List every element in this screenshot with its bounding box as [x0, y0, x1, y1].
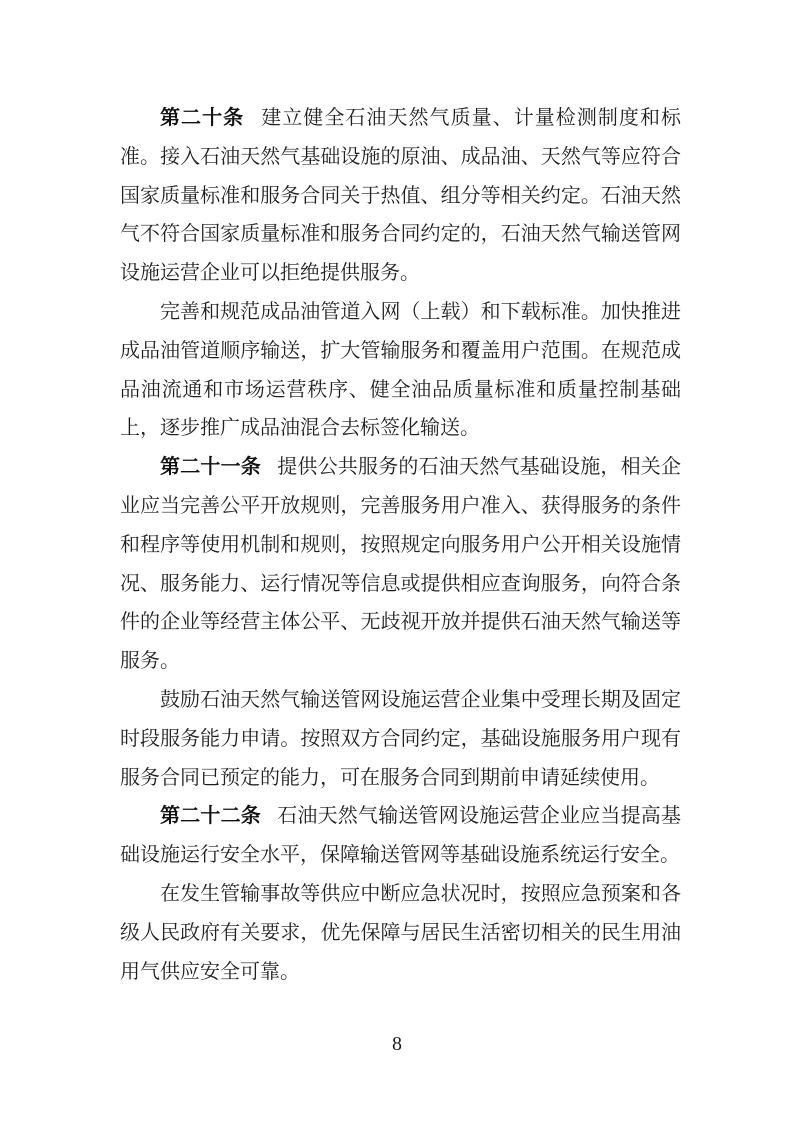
paragraph	[120, 875, 681, 991]
article-number-20: 第二十条	[160, 107, 245, 129]
paragraph-text: 提供公共服务的石油天然气基础设施，相关企业应当完善公平开放规则，完善服务用户准入、获得服务的条件和程序等使用机制和规则，按照规定向服务用户公开相关设施情况、服务能力、运行情况等信息或提供相应查询服务，向符合条件的企业等经营主体公平、无歧视开放并提供石油天然气输送等服务。	[120, 456, 682, 673]
page-number: 8	[392, 1033, 402, 1055]
article-number-22: 第二十二条	[160, 805, 261, 828]
paragraph-text: 建立健全石油天然气质量、计量检测制度和标准。接入石油天然气基础设施的原油、成品油、天然气等应符合国家质量标准和服务合同关于热值、组分等相关约定。石油天然气不符合国家质量标准和服务合同约定的，石油天然气输送管网设施运营企业可以拒绝提供服务。	[120, 107, 682, 285]
paragraph-text: 完善和规范成品油管道入网（上载）和下载标准。加快推进成品油管道顺序输送，扩大管输服务和覆盖用户范围。在规范成品油流通和市场运营秩序、健全油品质量标准和质量控制基础上，逐步推广成品油混合去标签化输送。	[120, 300, 681, 440]
paragraph-text: 在发生管输事故等供应中断应急状况时，按照应急预案和各级人民政府有关要求，优先保障与居民生活密切相关的民生用油用气供应安全可靠。	[120, 882, 681, 983]
paragraph-article-20	[120, 99, 681, 293]
article-number-21: 第二十一条	[160, 456, 261, 479]
document-body	[120, 99, 681, 991]
paragraph	[120, 681, 681, 797]
paragraph-article-22	[120, 797, 681, 875]
paragraph-text: 石油天然气输送管网设施运营企业应当提高基础设施运行安全水平，保障输送管网等基础设施系统运行安全。	[120, 805, 682, 867]
paragraph-text: 鼓励石油天然气输送管网设施运营企业集中受理长期及固定时段服务能力申请。按照双方合同约定，基础设施服务用户现有服务合同已预定的能力，可在服务合同到期前申请延续使用。	[120, 688, 681, 789]
paragraph-article-21	[120, 448, 681, 681]
paragraph	[120, 293, 681, 448]
